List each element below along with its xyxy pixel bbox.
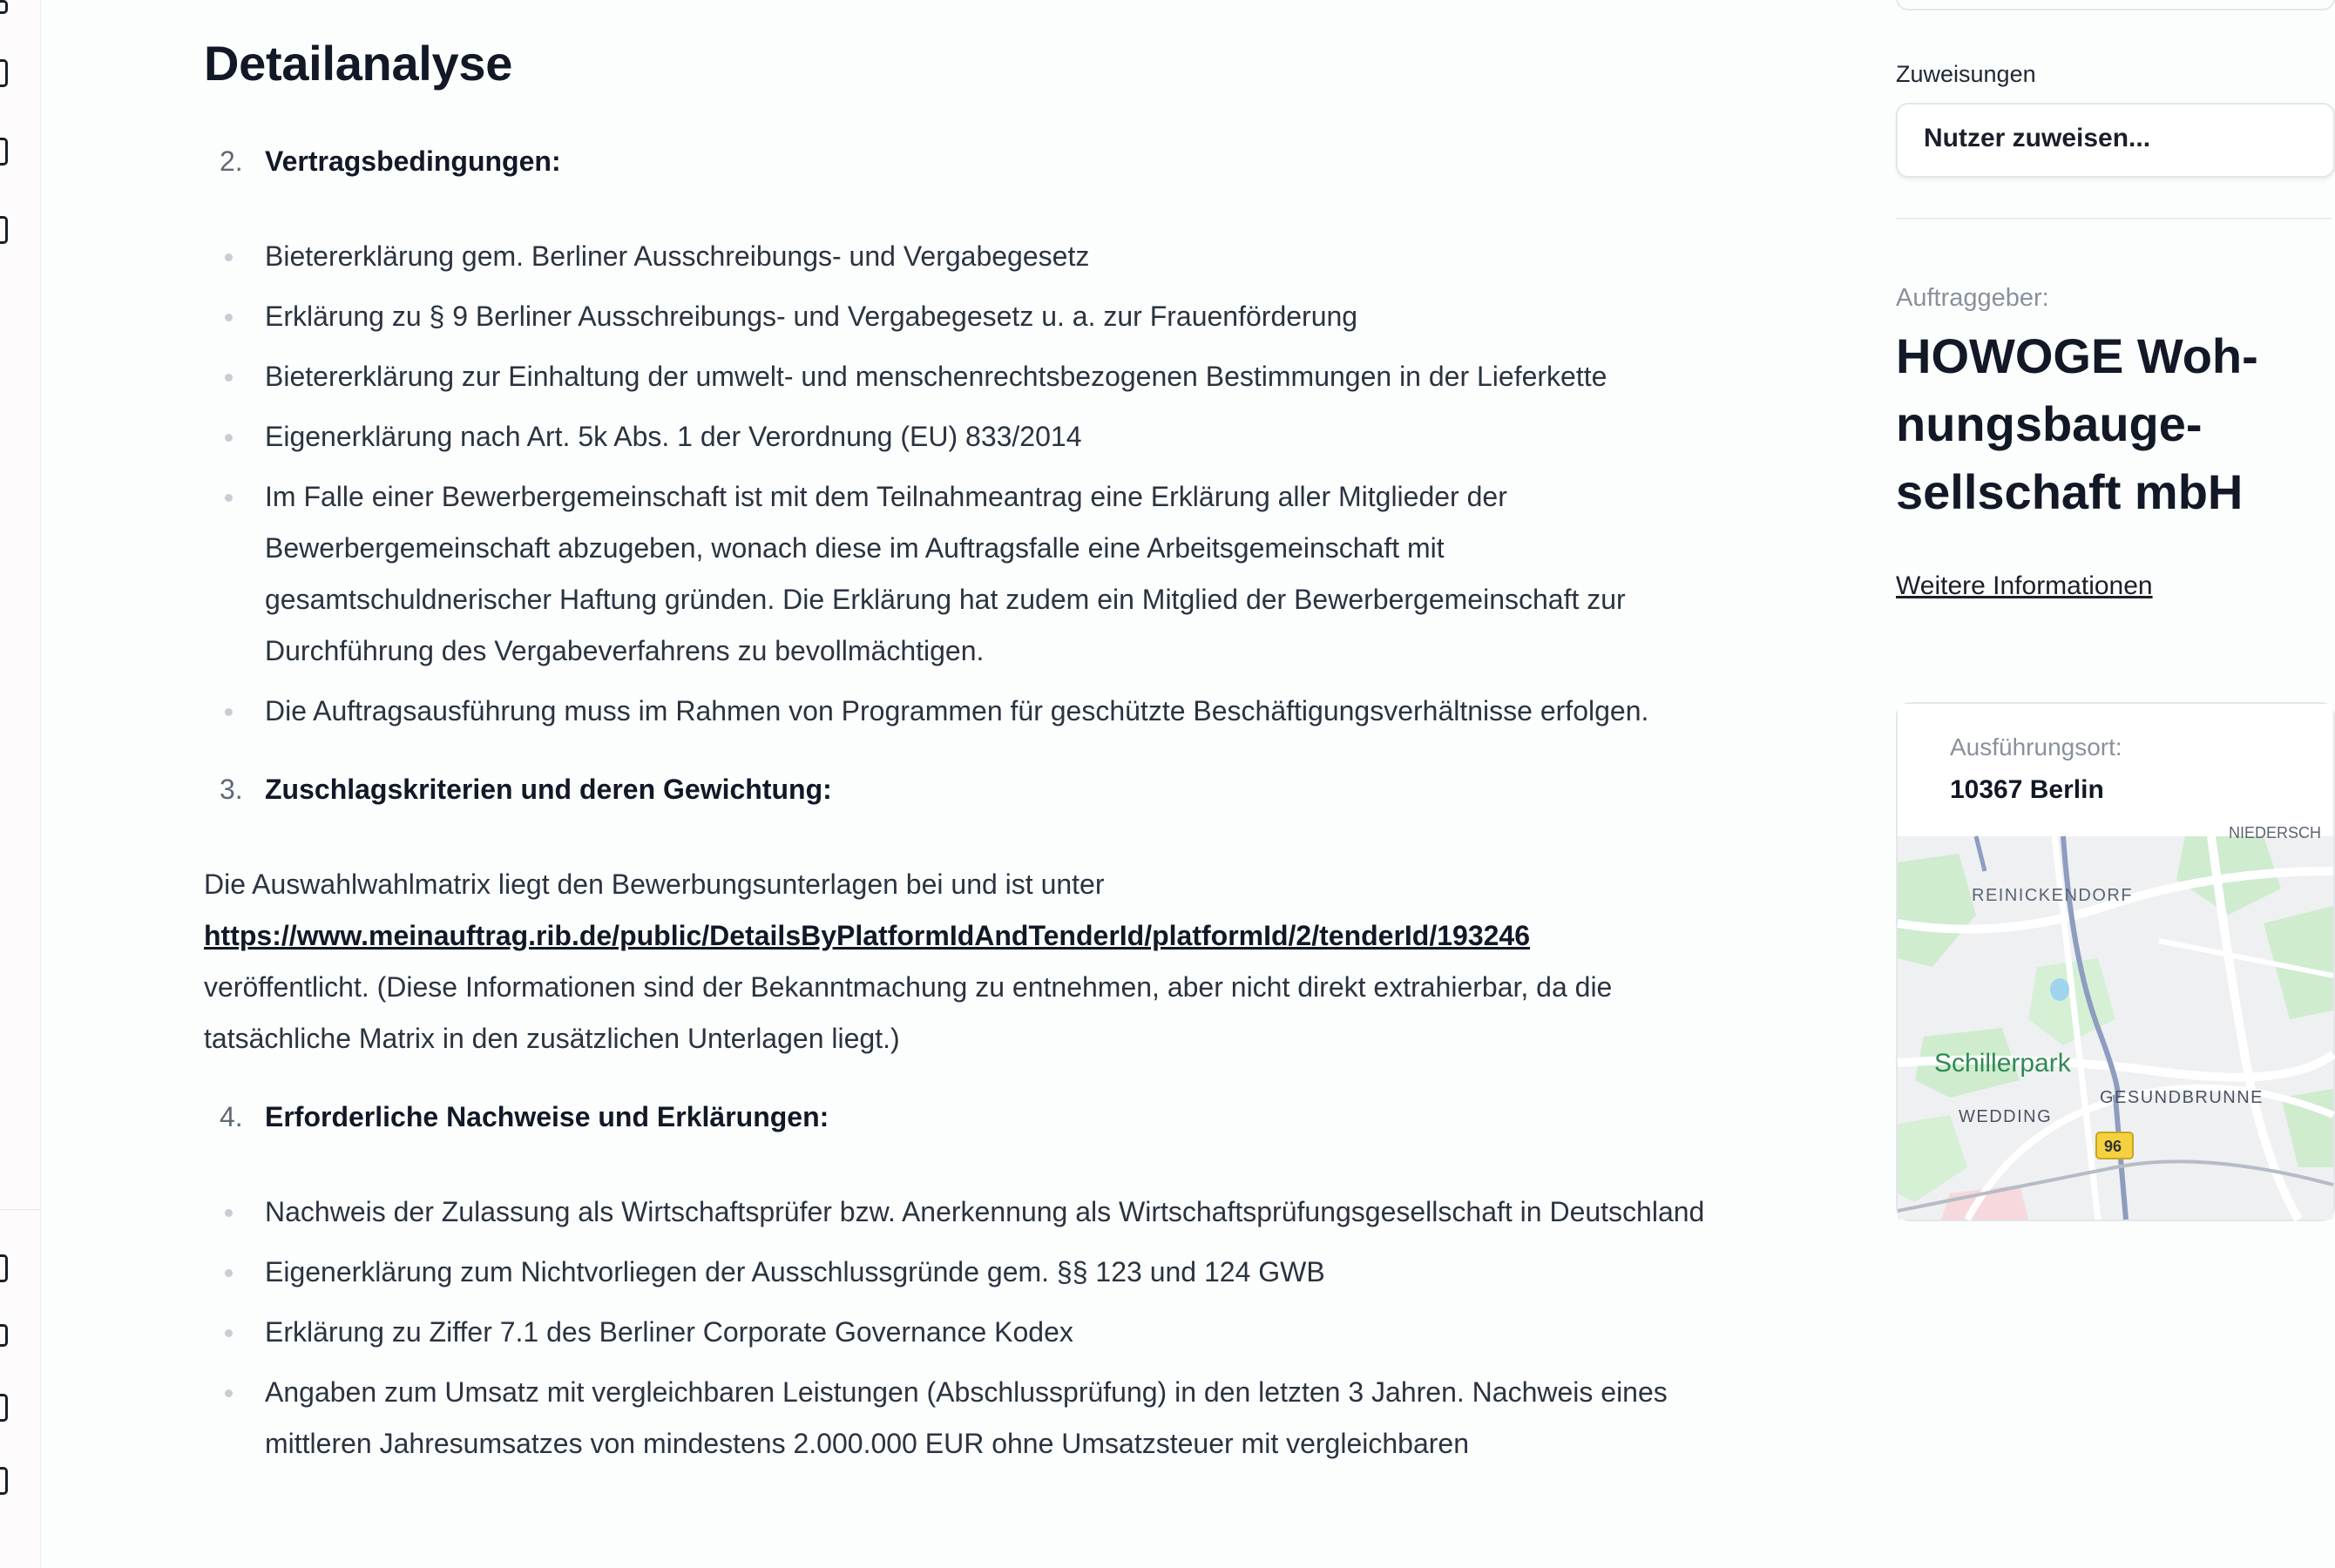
section-title: Zuschlagskriterien und deren Gewichtung:	[265, 774, 832, 805]
list-item: Erklärung zu § 9 Berliner Ausschreibungs- und Vergabegesetz u. a. zur Frauenförderung	[204, 291, 1720, 342]
section-number: 2.	[220, 145, 243, 177]
section-4-list	[204, 1186, 1720, 1470]
client-name: HOWOGE Woh-nungsbauge-sellschaft mbH	[1896, 328, 2258, 519]
location-card	[1896, 702, 2335, 1221]
client-label: Auftraggeber:	[1896, 284, 2049, 312]
page-title: Detailanalyse	[204, 36, 513, 91]
detail-analysis-panel	[204, 35, 1720, 1504]
assignments-label: Zuweisungen	[1896, 61, 2036, 87]
nav-icon-3[interactable]	[0, 138, 8, 166]
left-icon-rail	[0, 0, 41, 1568]
section-number: 3.	[220, 774, 243, 805]
nav-icon-1[interactable]	[0, 0, 8, 14]
map-label-reinickendorf: REINICKENDORF	[1972, 886, 2134, 905]
list-item: Die Auftragsausführung muss im Rahmen von Programmen für geschützte Beschäftigungsverhältnisse erfolgen.	[204, 686, 1720, 737]
section-number: 4.	[220, 1101, 243, 1132]
top-card-edge	[1896, 0, 2335, 10]
location-header	[1898, 704, 2333, 836]
location-label: Ausführungsort:	[1950, 733, 2122, 760]
nav-icon-6[interactable]	[0, 1324, 8, 1347]
map-label-wedding: WEDDING	[1959, 1107, 2053, 1126]
nav-icon-4[interactable]	[0, 216, 8, 244]
section-heading-4	[204, 1099, 1720, 1134]
list-item: Angaben zum Umsatz mit vergleichbaren Leistungen (Abschlussprüfung) in den letzten 3 Jahren. Nachweis eines mittleren Jahresumsatzes von mindestens 2.000.000 EUR ohne Umsatzsteuer mit vergleichbaren	[204, 1367, 1720, 1470]
section-2-list	[204, 231, 1720, 737]
section-heading-2	[204, 144, 1720, 179]
list-item: Bietererklärung zur Einhaltung der umwelt- und menschenrechtsbezogenen Bestimmungen in der Lieferkette	[204, 351, 1720, 402]
list-item: Eigenerklärung nach Art. 5k Abs. 1 der Verordnung (EU) 833/2014	[204, 411, 1720, 463]
map-label-gesundbrunnen: GESUNDBRUNNE	[2100, 1088, 2264, 1107]
section-heading-3	[204, 772, 1720, 807]
more-info-link[interactable]: Weitere Informationen	[1896, 571, 2153, 600]
nav-icon-5[interactable]	[0, 1254, 8, 1282]
nav-icon-2[interactable]	[0, 59, 8, 87]
nav-icon-7[interactable]	[0, 1394, 8, 1422]
paragraph-text: Die Auswahlwahlmatrix liegt den Bewerbungsunterlagen bei und ist unter	[204, 868, 1105, 900]
list-item: Im Falle einer Bewerbergemeinschaft ist mit dem Teilnahmeantrag eine Erklärung aller Mitglieder der Bewerbergemeinschaft abzugeben, wonach diese im Auftragsfalle eine Arbeitsgemeinschaft mit gesamtschuldnerischer Haftung gründen. Die Erklärung hat zudem ein Mitglied der Bewerbergemeinschaft zur Durchführung des Vergabeverfahrens zu bevollmächtigen.	[204, 471, 1720, 677]
map-label-top: NIEDERSCH	[2229, 824, 2322, 841]
map-route-badge: 96	[2104, 1138, 2122, 1155]
list-item: Nachweis der Zulassung als Wirtschaftsprüfer bzw. Anerkennung als Wirtschaftsprüfungsgesellschaft in Deutschland	[204, 1186, 1720, 1238]
section-title: Vertragsbedingungen:	[265, 145, 561, 177]
rail-divider	[0, 1209, 40, 1210]
paragraph-text: veröffentlicht. (Diese Informationen sind der Bekanntmachung zu entnehmen, aber nicht direkt extrahierbar, da die tatsächliche Matrix in den zusätzlichen Unterlagen liegt.)	[204, 971, 1613, 1054]
location-value: 10367 Berlin	[1950, 775, 2104, 804]
assign-user-select[interactable]	[1896, 103, 2335, 178]
location-map[interactable]	[1898, 824, 2333, 1220]
nav-icon-8[interactable]	[0, 1467, 8, 1495]
tender-link[interactable]: https://www.meinauftrag.rib.de/public/DetailsByPlatformIdAndTenderId/platformId/2/tenderId/193246	[204, 920, 1531, 951]
sidebar-divider	[1896, 218, 2332, 220]
right-sidebar	[1896, 0, 2322, 1568]
section-3-paragraph	[204, 859, 1720, 1064]
list-item: Bietererklärung gem. Berliner Ausschreibungs- und Vergabegesetz	[204, 231, 1720, 282]
map-label-schillerpark: Schillerpark	[1934, 1049, 2071, 1078]
assign-user-value: Nutzer zuweisen...	[1924, 124, 2151, 152]
list-item: Erklärung zu Ziffer 7.1 des Berliner Corporate Governance Kodex	[204, 1307, 1720, 1358]
list-item: Eigenerklärung zum Nichtvorliegen der Ausschlussgründe gem. §§ 123 und 124 GWB	[204, 1247, 1720, 1298]
section-title: Erforderliche Nachweise und Erklärungen:	[265, 1101, 829, 1132]
